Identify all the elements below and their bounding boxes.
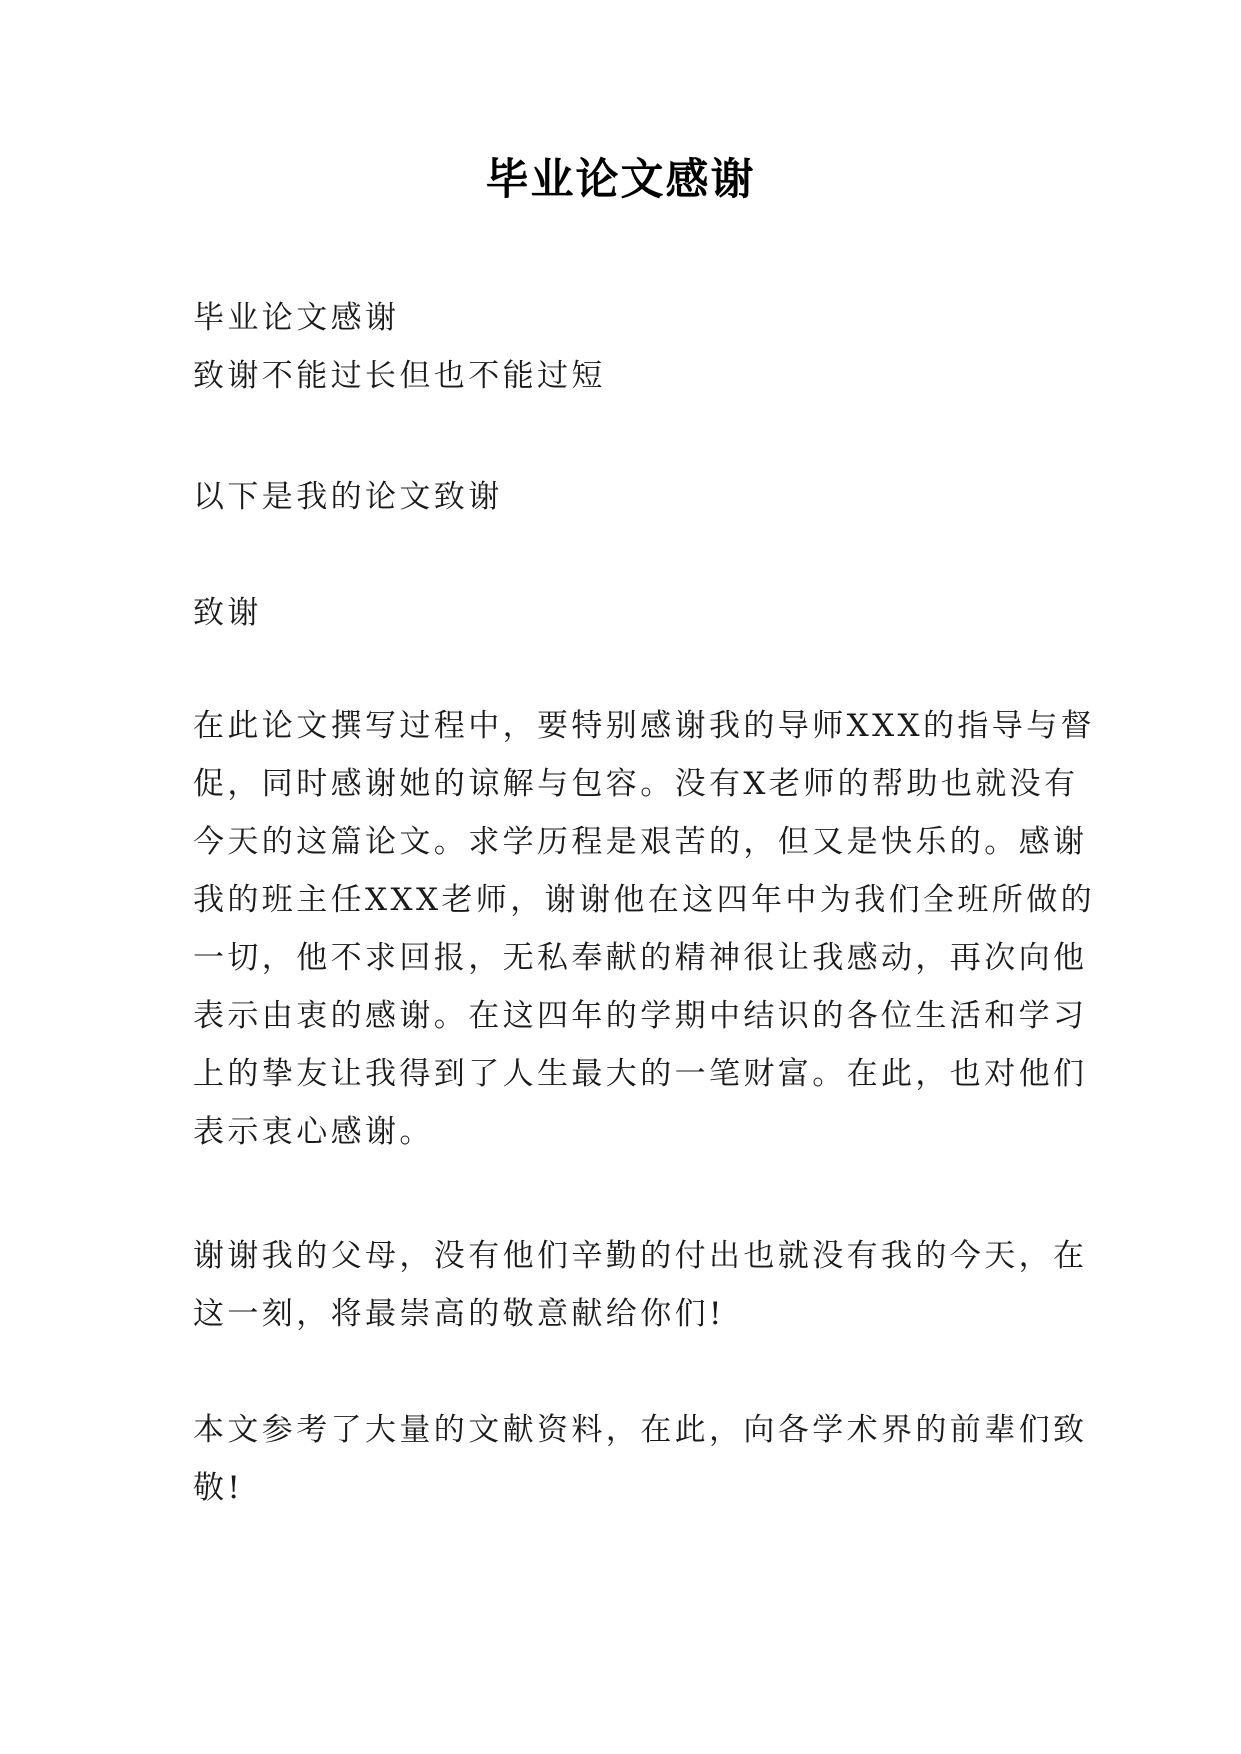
heading-line: 致谢 bbox=[193, 595, 262, 631]
paragraph-line: 上的挚友让我得到了人生最大的一笔财富。在此，也对他们 bbox=[193, 1056, 1088, 1092]
paragraph-line: 促，同时感谢她的谅解与包容。没有X老师的帮助也就没有 bbox=[193, 766, 1079, 802]
paragraph-line: 敬! bbox=[193, 1470, 244, 1506]
paragraph-line: 一切，他不求回报，无私奉献的精神很让我感动，再次向他 bbox=[193, 940, 1088, 976]
paragraph-line: 谢谢我的父母，没有他们辛勤的付出也就没有我的今天，在 bbox=[193, 1238, 1088, 1274]
paragraph-line: 表示由衷的感谢。在这四年的学期中结识的各位生活和学习 bbox=[193, 998, 1088, 1034]
paragraph-line: 在此论文撰写过程中，要特别感谢我的导师XXX的指导与督 bbox=[193, 708, 1096, 744]
references-paragraph bbox=[193, 1401, 1088, 1517]
parents-paragraph bbox=[193, 1227, 1088, 1343]
subtitle-block bbox=[193, 289, 1055, 405]
paragraph-line: 这一刻，将最崇高的敬意献给你们! bbox=[193, 1296, 725, 1332]
subtitle-line: 毕业论文感谢 bbox=[193, 300, 400, 336]
subtitle-line: 致谢不能过长但也不能过短 bbox=[193, 358, 606, 394]
document-title: 毕业论文感谢 bbox=[485, 155, 756, 205]
paragraph-line: 本文参考了大量的文献资料，在此，向各学术界的前辈们致 bbox=[193, 1412, 1088, 1448]
main-paragraph bbox=[193, 697, 1096, 1161]
intro-line: 以下是我的论文致谢 bbox=[193, 479, 503, 515]
intro-text bbox=[193, 468, 1055, 526]
paragraph-line: 我的班主任XXX老师，谢谢他在这四年中为我们全班所做的 bbox=[193, 882, 1096, 918]
paragraph-line: 今天的这篇论文。求学历程是艰苦的，但又是快乐的。感谢 bbox=[193, 824, 1088, 860]
acknowledgement-heading bbox=[193, 584, 1055, 642]
paragraph-line: 表示衷心感谢。 bbox=[193, 1114, 434, 1150]
